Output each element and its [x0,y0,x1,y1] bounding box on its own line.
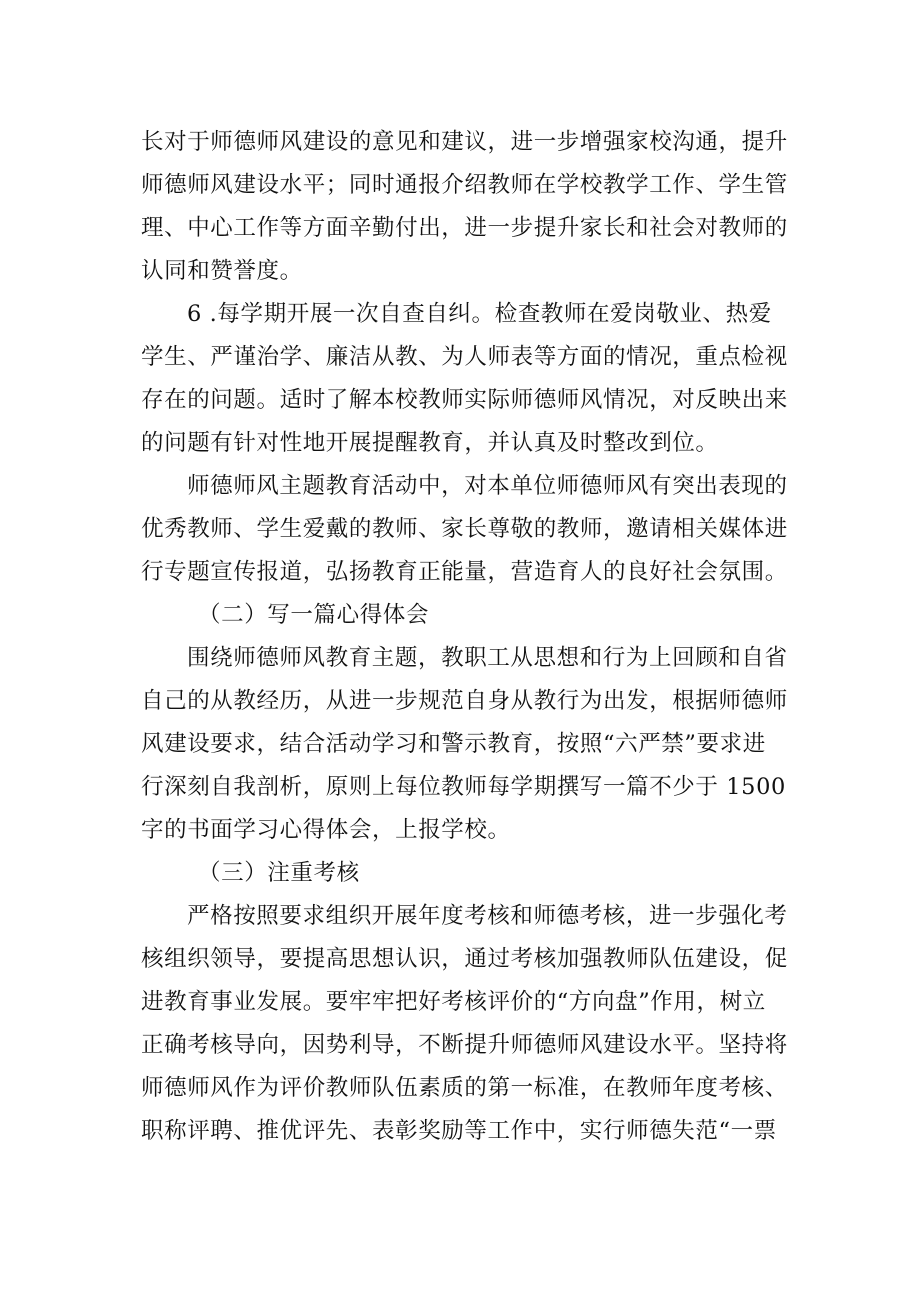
section-heading: （三）注重考核 [198,860,360,886]
text-line: 认同和赞誉度。 [141,258,303,284]
text-line: 围绕师德师风教育主题，教职工从思想和行为上回顾和自省 [187,645,788,671]
text-line: 的问题有针对性地开展提醒教育，并认真及时整改到位。 [141,430,719,456]
text-line: 自己的从教经历，从进一步规范自身从教行为出发，根据师德师 [141,688,788,714]
text-line: 师德师风建设水平；同时通报介绍教师在学校教学工作、学生管 [141,172,788,198]
text-line: 师德师风主题教育活动中，对本单位师德师风有突出表现的 [187,473,788,499]
text-line: 师德师风作为评价教师队伍素质的第一标准，在教师年度考核、 [141,1075,788,1101]
text-line: 6 .每学期开展一次自查自纠。检查教师在爱岗敬业、热爱 [187,301,772,327]
text-line: 学生、严谨治学、廉洁从教、为人师表等方面的情况，重点检视 [141,344,788,370]
text-line: 核组织领导，要提高思想认识，通过考核加强教师队伍建设，促 [141,946,788,972]
text-line: 正确考核导向，因势利导，不断提升师德师风建设水平。坚持将 [141,1032,788,1058]
text-line: 优秀教师、学生爱戴的教师、家长尊敬的教师，邀请相关媒体进 [141,516,788,542]
text-line: 行专题宣传报道，弘扬教育正能量，营造育人的良好社会氛围。 [141,559,788,585]
text-line: 字的书面学习心得体会，上报学校。 [141,817,511,843]
text-line: 进教育事业发展。要牢牢把好考核评价的“方向盘”作用，树立 [141,989,766,1015]
text-line: 理、中心工作等方面辛勤付出，进一步提升家长和社会对教师的 [141,215,788,241]
text-line: 行深刻自我剖析，原则上每位教师每学期撰写一篇不少于 1500 [141,774,786,800]
section-heading: （二）写一篇心得体会 [198,602,430,628]
text-line: 存在的问题。适时了解本校教师实际师德师风情况，对反映出来 [141,387,788,413]
text-line: 风建设要求，结合活动学习和警示教育，按照“六严禁”要求进 [141,731,766,757]
text-line: 职称评聘、推优评先、表彰奖励等工作中，实行师德失范“一票 [141,1118,777,1144]
text-line: 严格按照要求组织开展年度考核和师德考核，进一步强化考 [187,903,788,929]
text-line: 长对于师德师风建设的意见和建议，进一步增强家校沟通，提升 [141,129,788,155]
